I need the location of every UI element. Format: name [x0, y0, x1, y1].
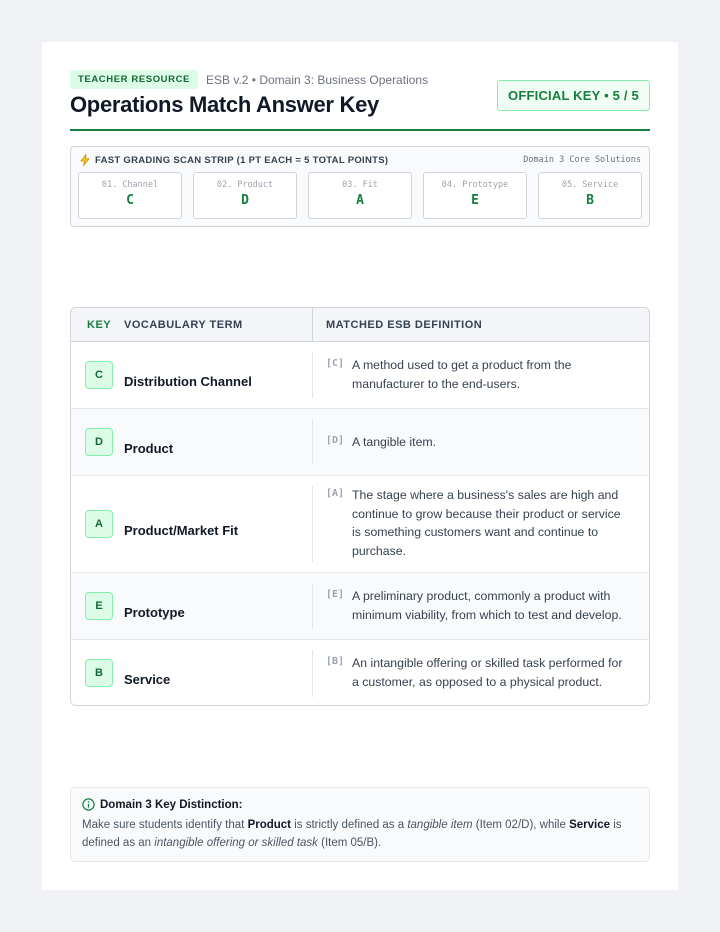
key-distinction-callout — [70, 787, 650, 862]
scan-cell-label: 02. Product — [216, 180, 274, 190]
scan-cell — [423, 172, 527, 219]
teacher-resource-badge: TEACHER RESOURCE — [70, 70, 198, 89]
definition-text: A tangible item. — [352, 435, 437, 449]
column-divider — [312, 583, 313, 629]
header-meta — [70, 70, 428, 89]
column-header-term: VOCABULARY TERM — [124, 318, 243, 331]
table-row — [71, 342, 649, 409]
scan-strip-title — [79, 154, 388, 166]
table-row — [71, 409, 649, 476]
match-table — [70, 307, 650, 706]
callout-body — [82, 817, 639, 852]
scan-strip-title-text: FAST GRADING SCAN STRIP (1 PT EACH = 5 TOTAL POINTS) — [95, 154, 389, 166]
definition-text: The stage where a business's sales are high and continue to grow because their product or service is something customers want and continue to purchase. — [352, 488, 621, 558]
callout-italic: tangible item — [407, 819, 473, 831]
definition-text: A method used to get a product from the manufacturer to the end-users. — [352, 358, 572, 391]
scan-cell-answer: C — [126, 193, 134, 208]
scan-cell-label: 05. Service — [561, 180, 619, 190]
callout-italic: intangible offering or skilled task — [154, 836, 318, 849]
scan-cell-answer: E — [471, 193, 479, 208]
scan-strip-note: Domain 3 Core Solutions — [523, 155, 641, 165]
scan-cell-answer: A — [356, 193, 364, 208]
definition-text: An intangible offering or skilled task performed for a customer, as opposed to a physical product. — [352, 656, 623, 689]
table-row — [71, 573, 649, 640]
callout-title-text: Domain 3 Key Distinction: — [100, 798, 243, 811]
vocabulary-term: Product/Market Fit — [124, 523, 239, 538]
definition-cell — [326, 486, 631, 560]
column-divider — [312, 419, 313, 465]
definition-cell — [326, 587, 631, 624]
scan-cell-label: 03. Fit — [342, 180, 378, 190]
definition-cell — [326, 433, 631, 452]
definition-code: [A] — [326, 488, 345, 499]
scan-cell-answer: B — [586, 193, 594, 208]
definition-text: A preliminary product, commonly a product with minimum viability, from which to test and develop. — [352, 589, 622, 622]
column-header-key: KEY — [87, 318, 112, 331]
vocabulary-term: Service — [124, 672, 171, 687]
column-divider — [312, 352, 313, 398]
official-key-badge: OFFICIAL KEY • 5 / 5 — [497, 80, 650, 111]
callout-text: is strictly defined as a — [291, 819, 408, 831]
callout-text: Make sure students identify that — [82, 819, 248, 831]
scan-cell — [78, 172, 182, 219]
course-subtitle: ESB v.2 • Domain 3: Business Operations — [206, 72, 429, 87]
scan-cell-answer: D — [241, 193, 249, 208]
vocabulary-term: Product — [124, 441, 174, 456]
lightning-bolt-icon — [79, 154, 91, 166]
info-icon — [82, 798, 95, 811]
scan-strip — [70, 146, 650, 227]
scan-strip-header — [79, 154, 641, 166]
scan-cell-label: 01. Channel — [101, 180, 159, 190]
table-header — [71, 308, 649, 342]
answer-key-page — [42, 42, 678, 890]
callout-text: (Item 02/D), while — [472, 819, 570, 831]
answer-key-box: A — [85, 510, 113, 538]
callout-text: is defined as an — [82, 819, 622, 849]
scan-cell — [308, 172, 412, 219]
definition-cell — [326, 356, 631, 393]
answer-key-box: C — [85, 361, 113, 389]
callout-text: (Item 05/B). — [317, 836, 382, 849]
column-divider — [312, 308, 313, 341]
vocabulary-term: Prototype — [124, 605, 185, 620]
column-divider — [312, 650, 313, 697]
definition-cell — [326, 654, 631, 691]
column-header-definition: MATCHED ESB DEFINITION — [326, 318, 483, 331]
answer-key-box: D — [85, 428, 113, 456]
callout-emphasis: Service — [569, 819, 610, 831]
definition-code: [D] — [326, 435, 345, 446]
scan-cell — [538, 172, 642, 219]
answer-key-box: E — [85, 592, 113, 620]
page-title: Operations Match Answer Key — [70, 92, 379, 117]
definition-code: [B] — [326, 656, 345, 667]
header-divider — [70, 129, 650, 131]
table-row — [71, 640, 649, 706]
definition-code: [C] — [326, 358, 345, 369]
callout-emphasis: Product — [247, 819, 292, 831]
vocabulary-term: Distribution Channel — [124, 374, 252, 389]
scan-strip-cells — [78, 172, 642, 219]
scan-cell-label: 04. Prototype — [441, 180, 509, 190]
column-divider — [312, 486, 313, 562]
table-row — [71, 476, 649, 573]
answer-key-box: B — [85, 659, 113, 687]
definition-code: [E] — [326, 589, 345, 600]
callout-title — [82, 798, 243, 811]
scan-cell — [193, 172, 297, 219]
